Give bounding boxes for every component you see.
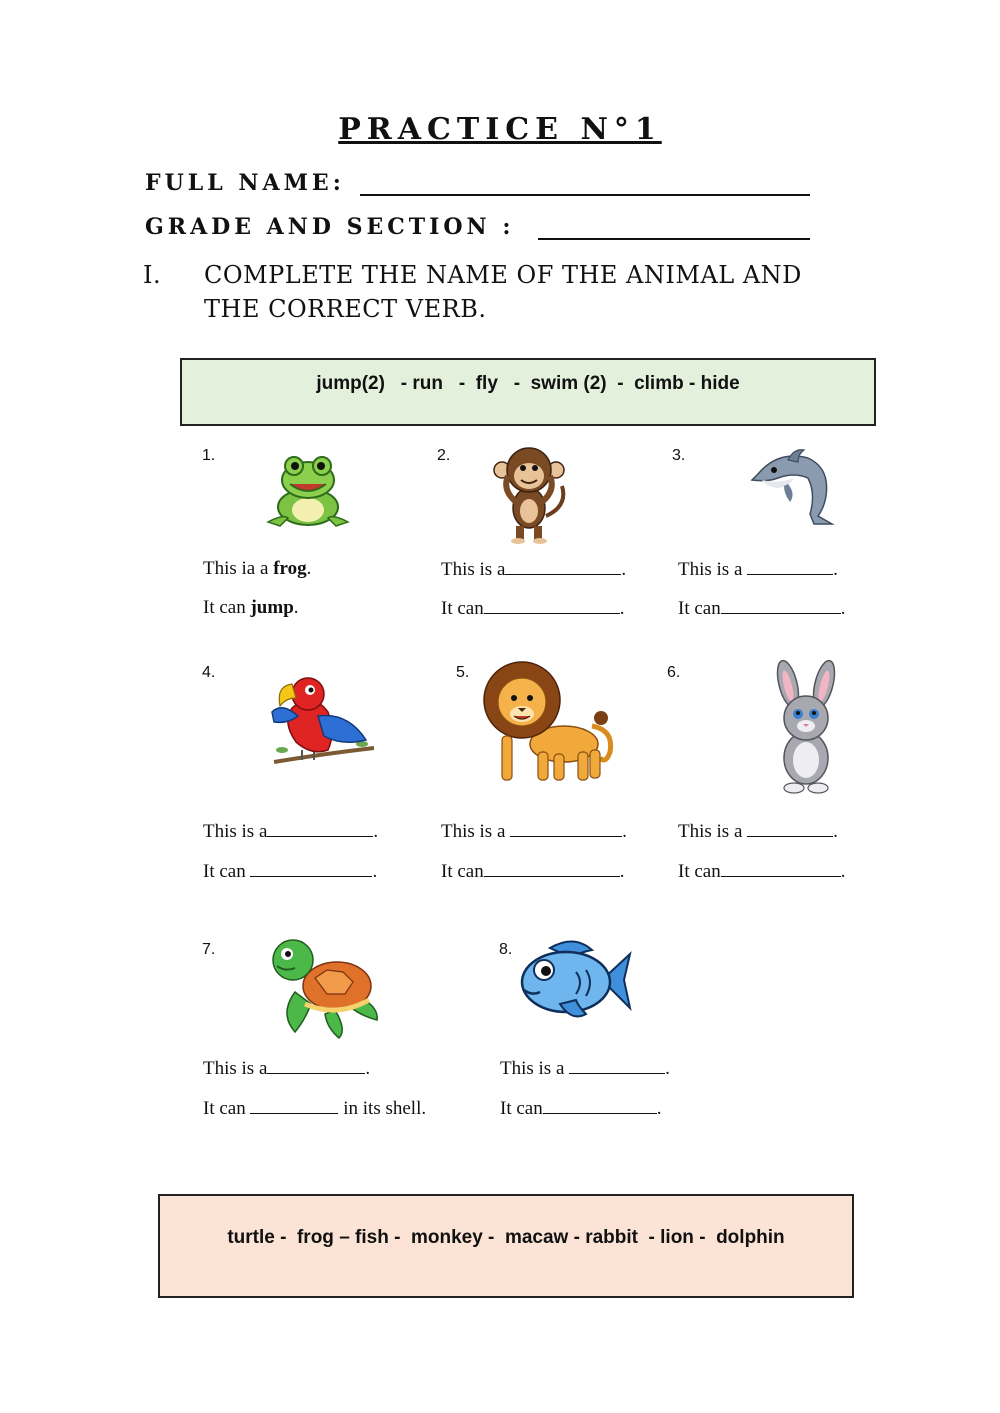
sentence-text: This is a [203, 821, 268, 842]
sentence-text: This ia a [203, 558, 269, 579]
answer-animal: frog [273, 558, 307, 579]
sentence-end: . [840, 598, 846, 619]
rabbit-image [758, 660, 854, 796]
item-7-line-2 [203, 1097, 426, 1120]
dolphin-image [748, 444, 838, 530]
item-number: 3. [672, 447, 686, 464]
sentence-end: . [833, 559, 838, 580]
item-4-line-2 [203, 860, 377, 883]
item-number: 4. [202, 664, 216, 681]
verb-bank: jump(2) - run - fly - swim (2) - climb - hide [180, 358, 876, 426]
item-number: 1. [202, 447, 216, 464]
instruction-number: I. [143, 261, 162, 289]
answer-blank[interactable] [543, 1097, 657, 1114]
sentence-text: This is a [500, 1058, 565, 1079]
sentence-text: It can [203, 597, 246, 618]
item-2-line-1 [441, 558, 626, 581]
sentence-end: . [306, 558, 312, 579]
sentence-end: . [840, 861, 846, 882]
sentence-text: It can [203, 1098, 246, 1119]
item-6-line-2 [678, 860, 845, 883]
instruction-line-2: THE CORRECT VERB. [204, 295, 487, 323]
sentence-text: This is a [678, 821, 743, 842]
sentence-end: . [833, 821, 838, 842]
fish-image [514, 936, 632, 1026]
item-6-line-1 [678, 820, 838, 843]
sentence-text: It can [678, 861, 721, 882]
item-3-line-2 [678, 597, 845, 620]
answer-blank[interactable] [484, 597, 620, 614]
sentence-text: It can [203, 861, 246, 882]
sentence-end: . [619, 598, 625, 619]
item-8-line-2 [500, 1097, 661, 1120]
answer-blank[interactable] [267, 1057, 365, 1074]
sentence-text: It can [678, 598, 721, 619]
item-4-line-1 [203, 820, 378, 843]
page-title: PRACTICE N°1 [338, 112, 662, 147]
sentence-end: . [373, 821, 379, 842]
answer-blank[interactable] [569, 1057, 665, 1074]
item-2-line-2 [441, 597, 624, 620]
item-number: 5. [456, 664, 470, 681]
sentence-end: . [621, 559, 627, 580]
sentence-text: It can [500, 1098, 543, 1119]
sentence-text: It can [441, 861, 484, 882]
item-1-line-2 [203, 597, 299, 619]
answer-blank[interactable] [747, 558, 833, 575]
item-3-line-1 [678, 558, 838, 581]
sentence-end: . [656, 1098, 662, 1119]
answer-blank[interactable] [747, 820, 833, 837]
sentence-end: . [293, 597, 299, 618]
item-number: 8. [499, 941, 513, 958]
answer-blank[interactable] [484, 860, 620, 877]
sentence-end: . [619, 861, 625, 882]
item-1-line-1 [203, 558, 311, 580]
sentence-end: . [622, 821, 627, 842]
full-name-label: FULL NAME: [145, 170, 345, 196]
grade-section-label: GRADE AND SECTION : [145, 214, 515, 240]
noun-bank: turtle - frog – fish - monkey - macaw - rabbit - lion - dolphin [158, 1194, 854, 1298]
item-8-line-1 [500, 1057, 670, 1080]
item-5-line-2 [441, 860, 624, 883]
answer-blank[interactable] [505, 558, 621, 575]
sentence-text: It can [441, 598, 484, 619]
sentence-text: This is a [678, 559, 743, 580]
turtle-image [265, 934, 385, 1042]
item-7-line-1 [203, 1057, 370, 1080]
sentence-text: This is a [441, 559, 506, 580]
item-number: 7. [202, 941, 216, 958]
sentence-end: . [665, 1058, 670, 1079]
grade-section-field[interactable] [538, 238, 810, 240]
answer-blank[interactable] [267, 820, 373, 837]
item-number: 2. [437, 447, 451, 464]
item-number: 6. [667, 664, 681, 681]
answer-blank[interactable] [721, 597, 841, 614]
frog-image [258, 452, 358, 532]
sentence-text: This is a [203, 1058, 268, 1079]
lion-image [482, 660, 622, 788]
sentence-end: . [365, 1058, 371, 1079]
monkey-image [488, 446, 570, 544]
answer-verb: jump [250, 597, 294, 618]
sentence-end: . [372, 861, 378, 882]
answer-blank[interactable] [250, 1097, 338, 1114]
answer-blank[interactable] [721, 860, 841, 877]
answer-blank[interactable] [510, 820, 622, 837]
answer-blank[interactable] [250, 860, 372, 877]
sentence-end: in its shell. [343, 1098, 427, 1119]
full-name-field[interactable] [360, 194, 810, 196]
sentence-text: This is a [441, 821, 506, 842]
macaw-image [262, 672, 378, 778]
instruction-line-1: COMPLETE THE NAME OF THE ANIMAL AND [204, 261, 802, 289]
item-5-line-1 [441, 820, 627, 843]
